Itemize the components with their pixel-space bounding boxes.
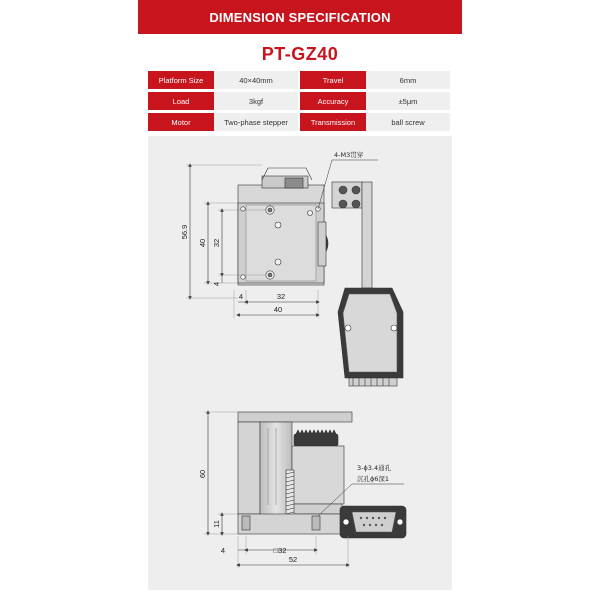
- top-view: [186, 160, 403, 386]
- product-model: PT-GZ40: [261, 44, 339, 64]
- post-screw: [352, 186, 360, 194]
- connector-pins: [349, 378, 397, 386]
- db9-face: [352, 512, 396, 532]
- spec-value-travel: 6mm: [366, 71, 450, 89]
- m3-hole-core: [268, 208, 272, 212]
- side-motor: [292, 446, 344, 504]
- leader-m3: [318, 160, 332, 209]
- db9-screw: [397, 519, 403, 525]
- side-rail: [318, 222, 326, 266]
- post-screw: [352, 200, 360, 208]
- spec-label-travel: Travel: [300, 71, 366, 89]
- dim-40v: 40: [198, 238, 207, 248]
- dim-32s: □32: [273, 546, 287, 555]
- spec-value-load: 3kgf: [214, 92, 298, 110]
- post-screw: [339, 186, 347, 194]
- side-base: [238, 514, 348, 534]
- m3-hole-core: [268, 273, 272, 277]
- connector-screw: [391, 325, 397, 331]
- side-gear: [294, 434, 338, 446]
- spec-value-platform-size: 40×40mm: [214, 71, 298, 89]
- m3-hole: [308, 211, 313, 216]
- header-title: DIMENSION SPECIFICATION: [209, 9, 391, 25]
- base-slot: [312, 516, 320, 530]
- dim-11: 11: [212, 520, 221, 528]
- post-screw: [339, 200, 347, 208]
- side-body-left: [238, 422, 260, 514]
- gear-teeth: [296, 430, 336, 434]
- side-motor-base: [292, 504, 342, 514]
- spec-label-load: Load: [148, 92, 214, 110]
- note-thru-holes: 3-ϕ3.4通孔: [357, 464, 392, 472]
- top-post: [362, 182, 372, 288]
- m3-hole: [275, 222, 281, 228]
- spec-label-accuracy: Accuracy: [300, 92, 366, 110]
- connector-screw: [345, 325, 351, 331]
- dim-4s: 4: [220, 546, 226, 555]
- side-view: [204, 412, 406, 568]
- spec-label-transmission: Transmission: [300, 113, 366, 131]
- dim-4v: 4: [212, 281, 221, 287]
- dim-32v: 32: [212, 238, 221, 248]
- dim-32h: 32: [276, 292, 286, 301]
- connector-face: [343, 294, 397, 372]
- spec-value-transmission: ball screw: [366, 113, 450, 131]
- top-gear: [285, 178, 303, 188]
- dim-40h: 40: [273, 305, 283, 314]
- top-platform-inner: [246, 205, 316, 281]
- spec-value-motor: Two-phase stepper: [214, 113, 298, 131]
- note-4m3: 4-M3贯穿: [334, 151, 364, 159]
- note-counterbore: 沉孔ϕ6深1: [357, 475, 390, 483]
- spec-label-platform-size: Platform Size: [148, 71, 214, 89]
- base-slot: [242, 516, 250, 530]
- dim-52: 52: [288, 555, 298, 564]
- dim-4h: 4: [238, 292, 244, 301]
- spec-label-motor: Motor: [148, 113, 214, 131]
- dim-569: 56.9: [180, 224, 189, 240]
- side-top-plate: [238, 412, 352, 422]
- dim-60: 60: [198, 469, 207, 479]
- db9-screw: [343, 519, 349, 525]
- spec-value-accuracy: ±5μm: [366, 92, 450, 110]
- m3-hole: [275, 259, 281, 265]
- mount-hole: [241, 275, 245, 279]
- mount-hole: [241, 207, 245, 211]
